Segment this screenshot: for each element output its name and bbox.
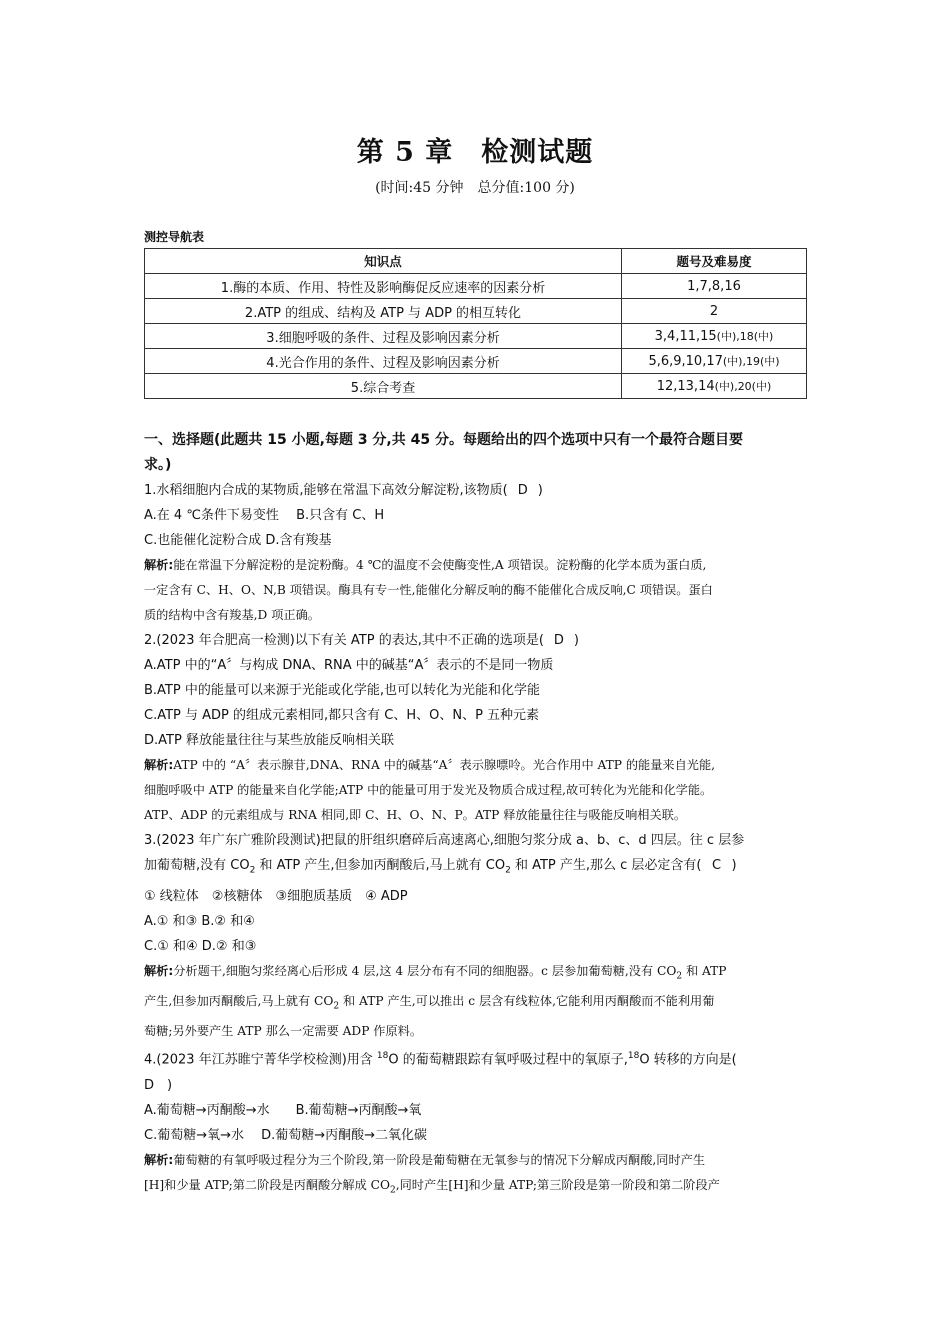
q3-items: ① 线粒体 ②核糖体 ③细胞质基质 ④ ADP: [144, 888, 408, 904]
q1-answer: D: [517, 483, 528, 498]
nav-items-extra: (中),18(中): [716, 330, 774, 343]
q1-close: ): [537, 483, 543, 498]
question-4-stem: [144, 1044, 810, 1072]
q1-options-row-1: A.在 4 ℃条件下易变性 B.只含有 C、H: [144, 508, 385, 523]
page-title: 第 5 章 检测试题: [356, 137, 594, 168]
nav-table-label: 测控导航表: [144, 230, 205, 244]
q3-analysis-text: 分析题干,细胞匀浆经离心后形成 4 层,这 4 层分布有不同的细胞器。c 层参加葡萄糖,没有 CO: [173, 963, 677, 978]
q4-analysis-text: ,同时产生[H]和少量 ATP;第三阶段是第一阶段和第二阶段产: [395, 1177, 720, 1192]
q4-close: ): [167, 1077, 173, 1093]
q2-analysis-line: ATP、ADP 的元素组成与 RNA 相同,即 C、H、O、N、P。ATP 释放能量往往与吸能反响相关联。: [144, 808, 687, 822]
nav-items-value: 12,13,14: [656, 379, 715, 394]
nav-table: [144, 248, 807, 399]
q1-stem-text: 1.水稻细胞内合成的某物质,能够在常温下高效分解淀粉,该物质(: [144, 483, 508, 498]
nav-table-header-items: 题号及难易度: [622, 249, 807, 274]
nav-items-extra: (中),19(中): [722, 355, 780, 368]
nav-items-value: 5,6,9,10,17: [648, 354, 723, 369]
q3-stem-part: 加葡萄糖,没有 CO: [144, 858, 250, 873]
nav-table-cell-knowledge: 1.酶的本质、作用、特性及影响酶促反应速率的因素分析: [145, 274, 622, 299]
nav-table-cell-items: [622, 324, 807, 349]
q4-stem-part: O 的葡萄糖跟踪有氧呼吸过程中的氧原子,: [388, 1052, 628, 1068]
nav-items-extra: (中),20(中): [714, 380, 772, 393]
q1-analysis-text: 能在常温下分解淀粉的是淀粉酶。4 ℃的温度不会使酶变性,A 项错误。淀粉酶的化学本质为蛋白质,: [173, 558, 707, 572]
nav-table-cell-knowledge: 2.ATP 的组成、结构及 ATP 与 ADP 的相互转化: [145, 299, 622, 324]
q2-analysis-line: [144, 753, 810, 778]
nav-table-header-knowledge: 知识点: [145, 249, 622, 274]
q2-answer: D: [553, 633, 564, 648]
q1-options-row-2: C.也能催化淀粉合成 D.含有羧基: [144, 533, 332, 548]
q4-options-row-1: A.葡萄糖→丙酮酸→水 B.葡萄糖→丙酮酸→氧: [144, 1102, 422, 1118]
q3-options-row-1: A.① 和③ B.② 和④: [144, 913, 255, 929]
nav-table-row: [145, 274, 807, 299]
q3-analysis-line: 萄糖;另外要产生 ATP 那么一定需要 ADP 作原料。: [144, 1024, 423, 1039]
nav-table-row: [145, 324, 807, 349]
nav-items-value: 2: [709, 303, 719, 319]
nav-table-cell-items: [622, 274, 807, 299]
nav-table-cell-items: [622, 374, 807, 399]
nav-table-row: [145, 349, 807, 374]
q2-option-a: A.ATP 中的“A〞与构成 DNA、RNA 中的碱基“A〞表示的不是同一物质: [144, 658, 554, 673]
q2-analysis-line: 细胞呼吸中 ATP 的能量来自化学能;ATP 中的能量可用于发光及物质合成过程,故可转化为光能和化学能。: [144, 783, 713, 797]
q3-close: ): [731, 858, 737, 873]
q4-analysis-line: [144, 1148, 810, 1173]
q2-option-c: C.ATP 与 ADP 的组成元素相同,都只含有 C、H、O、N、P 五种元素: [144, 708, 540, 723]
section-heading: 一、选择题(此题共 15 小题,每题 3 分,共 45 分。每题给出的四个选项中只有一个最符合题目要: [144, 432, 743, 448]
q1-analysis-line: 质的结构中含有羧基,D 项正确。: [144, 608, 320, 622]
q4-superscript: 18: [627, 1051, 640, 1062]
questions-content: [144, 428, 810, 1203]
q3-stem-part: 和 ATP 产生,那么 c 层必定含有(: [510, 858, 702, 873]
nav-items-value: 1,7,8,16: [687, 278, 741, 294]
q3-subscript: 2: [249, 865, 256, 876]
q4-analysis-text: [H]和少量 ATP;第二阶段是丙酮酸分解成 CO: [144, 1177, 390, 1192]
q4-answer: D: [144, 1077, 155, 1093]
q2-stem-text: 2.(2023 年合肥高一检测)以下有关 ATP 的表达,其中不正确的选项是(: [144, 633, 544, 648]
nav-table-cell-knowledge: 5.综合考查: [145, 374, 622, 399]
q2-close: ): [573, 633, 579, 648]
nav-table-header-row: [145, 249, 807, 274]
question-3-stem-cont: [144, 853, 810, 884]
q3-subscript: 2: [676, 971, 683, 982]
q2-analysis-text: ATP 中的 “A〞表示腺苷,DNA、RNA 中的碱基“A〞表示腺嘌呤。光合作用中 ATP 的能量来自光能,: [173, 758, 716, 772]
q3-analysis-text: 产生,但参加丙酮酸后,马上就有 CO: [144, 994, 334, 1009]
nav-table-cell-knowledge: 4.光合作用的条件、过程及影响因素分析: [145, 349, 622, 374]
q2-option-d: D.ATP 释放能量往往与某些放能反响相关联: [144, 733, 394, 748]
page-subtitle: (时间:45 分钟 总分值:100 分): [375, 180, 575, 196]
nav-table-cell-knowledge: 3.细胞呼吸的条件、过程及影响因素分析: [145, 324, 622, 349]
q3-analysis-line: [144, 989, 810, 1019]
q3-analysis-text: 和 ATP 产生,可以推出 c 层含有线粒体,它能利用丙酮酸而不能利用葡: [339, 994, 715, 1009]
q3-stem-part: 和 ATP 产生,但参加丙酮酸后,马上就有 CO: [255, 858, 506, 873]
nav-items-value: 3,4,11,15: [654, 329, 717, 344]
question-3-stem: 3.(2023 年广东广雅阶段测试)把鼠的肝组织磨碎后高速离心,细胞匀浆分成 a、b、c、d 四层。往 c 层参: [144, 833, 745, 848]
q3-answer: C: [711, 858, 722, 873]
q4-analysis-line: [144, 1173, 810, 1203]
nav-table-cell-items: [622, 349, 807, 374]
q2-analysis-label: 解析:: [144, 758, 174, 772]
q1-analysis-line: [144, 553, 810, 578]
q4-analysis-text: 葡萄糖的有氧呼吸过程分为三个阶段,第一阶段是葡萄糖在无氧参与的情况下分解成丙酮酸,同时产生: [173, 1152, 706, 1167]
q2-option-b: B.ATP 中的能量可以来源于光能或化学能,也可以转化为光能和化学能: [144, 683, 540, 698]
section-heading-cont: 求。): [144, 457, 172, 473]
nav-table-row: [145, 299, 807, 324]
q4-stem-part: O 转移的方向是(: [639, 1052, 737, 1068]
q3-analysis-text: 和 ATP: [682, 963, 727, 978]
question-1-stem: [144, 478, 810, 503]
nav-table-cell-items: [622, 299, 807, 324]
q1-analysis-line: 一定含有 C、H、O、N,B 项错误。酶具有专一性,能催化分解反响的酶不能催化合成反响,C 项错误。蛋白: [144, 583, 713, 597]
q4-superscript: 18: [376, 1051, 389, 1062]
q4-stem-part: 4.(2023 年江苏睢宁菁华学校检测)用含: [144, 1052, 377, 1068]
q3-analysis-label: 解析:: [144, 963, 174, 978]
q4-options-row-2: C.葡萄糖→氧→水 D.葡萄糖→丙酮酸→二氧化碳: [144, 1127, 428, 1143]
q3-subscript: 2: [333, 1001, 340, 1012]
q4-analysis-label: 解析:: [144, 1152, 174, 1167]
q3-subscript: 2: [505, 865, 511, 876]
q1-analysis-label: 解析:: [144, 558, 174, 572]
q4-subscript: 2: [389, 1185, 396, 1196]
q3-options-row-2: C.① 和④ D.② 和③: [144, 938, 257, 954]
question-2-stem: [144, 628, 810, 653]
q3-analysis-line: [144, 959, 810, 989]
question-4-stem-cont: [144, 1073, 810, 1098]
nav-table-row: [145, 374, 807, 399]
